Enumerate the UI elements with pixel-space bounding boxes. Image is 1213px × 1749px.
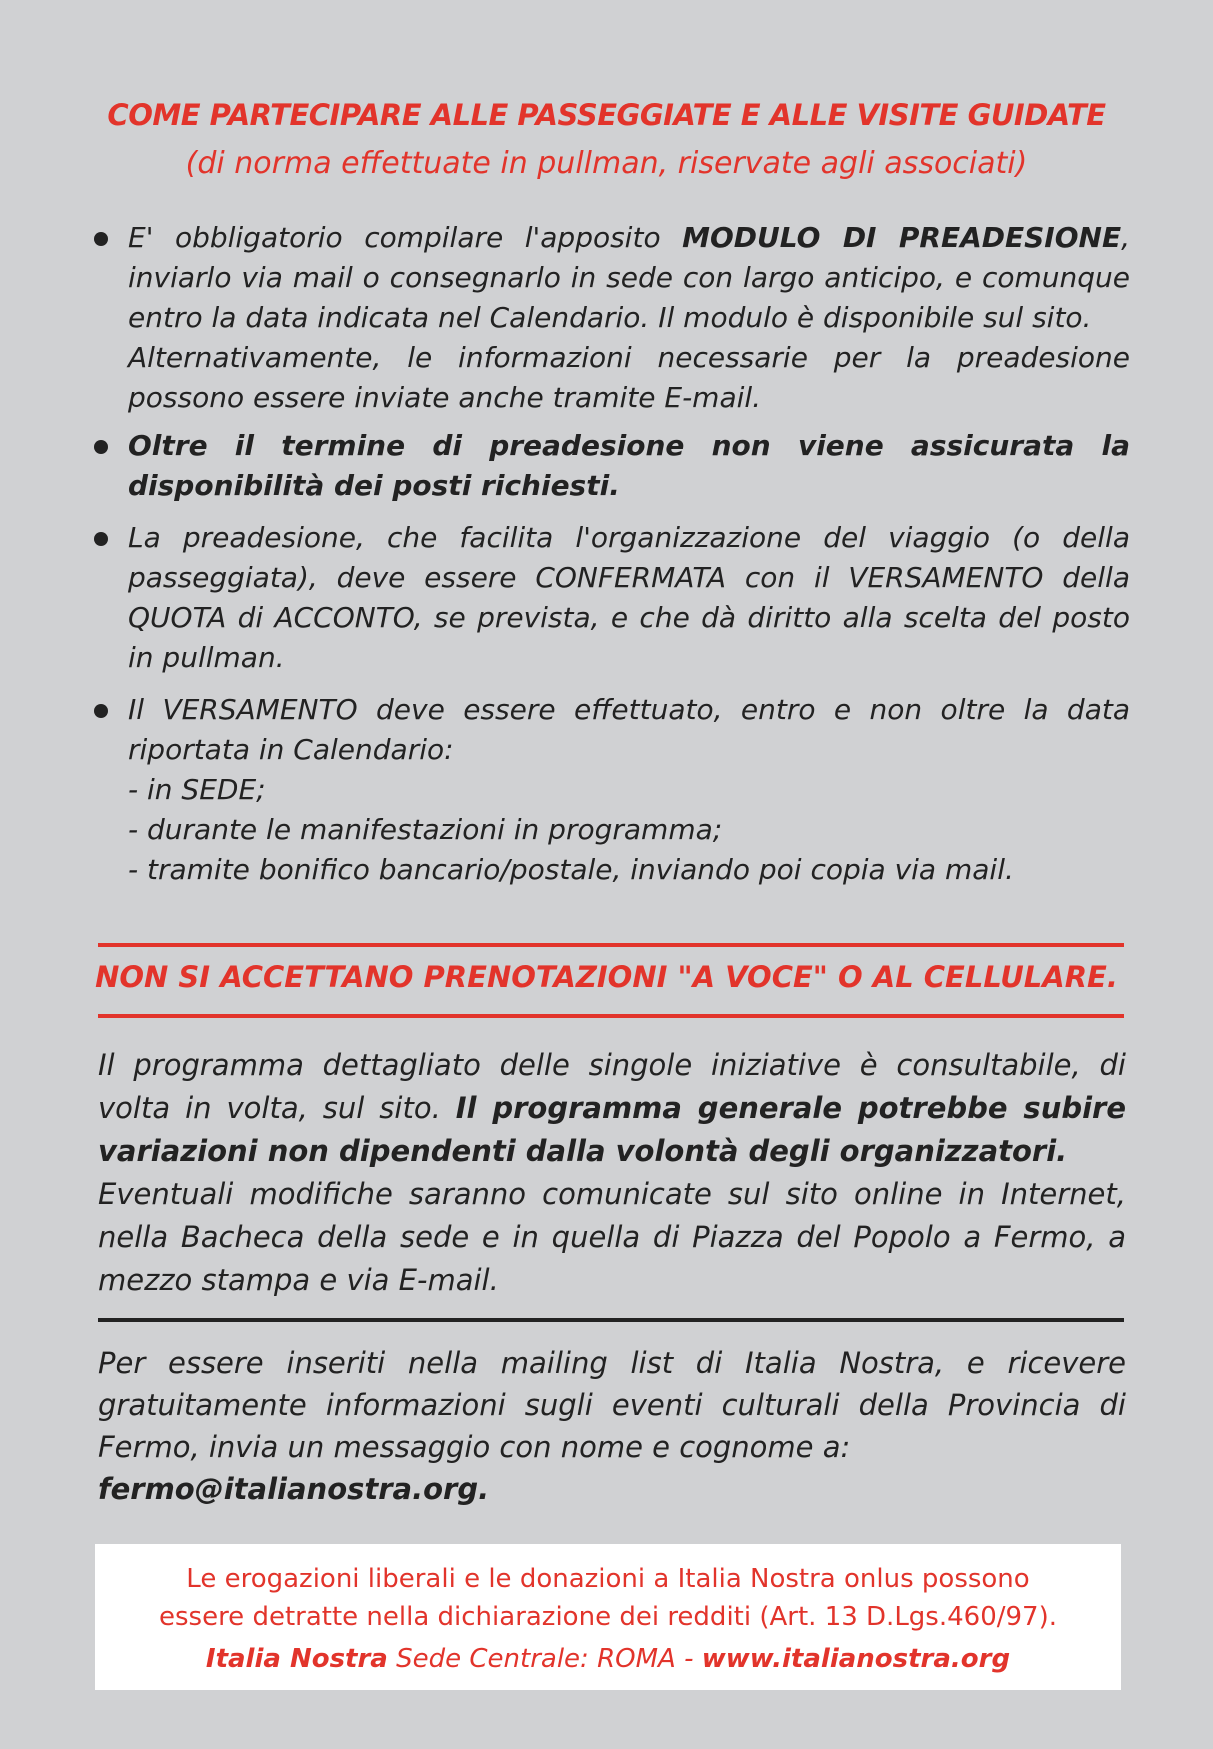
mailing-text: Per essere inseriti nella mailing list di Italia Nostra, e ricevere gratuitamente informazioni sugli eventi culturali della Provincia di Fermo, invia un messaggio con nome e cognome a: bbox=[98, 1346, 1126, 1464]
program-info bbox=[98, 1044, 1126, 1302]
bullet-text: Il VERSAMENTO deve essere effettuato, entro e non oltre la data riportata in Calendario: bbox=[128, 693, 1130, 766]
bullet-text-alt: Alternativamente, le informazioni necessarie per la preadesione possono essere inviate anche tramite E-mail. bbox=[128, 341, 1130, 414]
divider-bottom bbox=[98, 1014, 1124, 1018]
list-item bbox=[90, 690, 1130, 890]
sub-item: - in SEDE; bbox=[128, 773, 266, 806]
donation-line-2: essere detratte nella dichiarazione dei redditi (Art. 13 D.Lgs.460/97). bbox=[158, 1602, 1057, 1632]
bullet-icon bbox=[94, 232, 108, 246]
website-link[interactable]: www.italianostra.org bbox=[701, 1644, 1011, 1674]
module-name: MODULO DI PREADESIONE bbox=[682, 221, 1122, 254]
donation-line-1: Le erogazioni liberali e le donazioni a Italia Nostra onlus possono bbox=[186, 1564, 1030, 1594]
donation-text bbox=[95, 1560, 1121, 1636]
bullet-text-post: , inviarlo via mail o consegnarlo in sede con largo anticipo, e comunque entro la data indicata nel Calendario. Il modulo è disponibile sul sito. bbox=[128, 221, 1130, 334]
bullet-text bbox=[128, 218, 1130, 338]
org-footer bbox=[95, 1640, 1121, 1678]
org-seat: Sede Centrale: ROMA - bbox=[387, 1644, 702, 1674]
program-text: Il programma dettagliato delle singole iniziative è consultabile, di volta in volta, sul sito. bbox=[98, 1048, 1126, 1125]
bullet-text: La preadesione, che facilita l'organizzazione del viaggio (o della passeggiata), deve essere CONFERMATA con il VERSAMENTO della QUOTA di ACCONTO, se prevista, e che dà diritto alla scelta del posto in pullman. bbox=[128, 521, 1130, 674]
email-link[interactable]: fermo@italianostra.org. bbox=[98, 1472, 490, 1506]
list-item bbox=[90, 518, 1130, 678]
mailing-info bbox=[98, 1342, 1126, 1510]
divider-black bbox=[98, 1318, 1124, 1322]
bullet-text: Oltre il termine di preadesione non viene assicurata la disponibilità dei posti richiesti. bbox=[128, 429, 1130, 502]
program-updates: Eventuali modifiche saranno comunicate sul sito online in Internet, nella Bacheca della sede e in quella di Piazza del Popolo a Fermo, a mezzo stampa e via E-mail. bbox=[98, 1177, 1126, 1297]
list-item bbox=[90, 426, 1130, 506]
page-subtitle: (di norma effettuate in pullman, riservate agli associati) bbox=[185, 146, 1028, 181]
donation-box bbox=[95, 1544, 1121, 1690]
notice-text: NON SI ACCETTANO PRENOTAZIONI "A VOCE" O AL CELLULARE. bbox=[95, 960, 1118, 994]
bullet-icon bbox=[94, 704, 108, 718]
bullet-text-pre: E' obbligatorio compilare l'apposito bbox=[128, 221, 683, 254]
sub-item: - durante le manifestazioni in programma; bbox=[128, 813, 723, 846]
org-name: Italia Nostra bbox=[205, 1644, 388, 1674]
instructions-list bbox=[90, 218, 1130, 890]
divider-top bbox=[98, 943, 1124, 947]
sub-item: - tramite bonifico bancario/postale, inviando poi copia via mail. bbox=[128, 853, 1014, 886]
bullet-icon bbox=[94, 532, 108, 546]
page-title: COME PARTECIPARE ALLE PASSEGGIATE E ALLE VISITE GUIDATE bbox=[107, 98, 1106, 132]
list-item bbox=[90, 218, 1130, 418]
bullet-icon bbox=[94, 440, 108, 454]
program-warning: Il programma generale potrebbe subire variazioni non dipendenti dalla volontà degli organizzatori. bbox=[98, 1091, 1127, 1168]
